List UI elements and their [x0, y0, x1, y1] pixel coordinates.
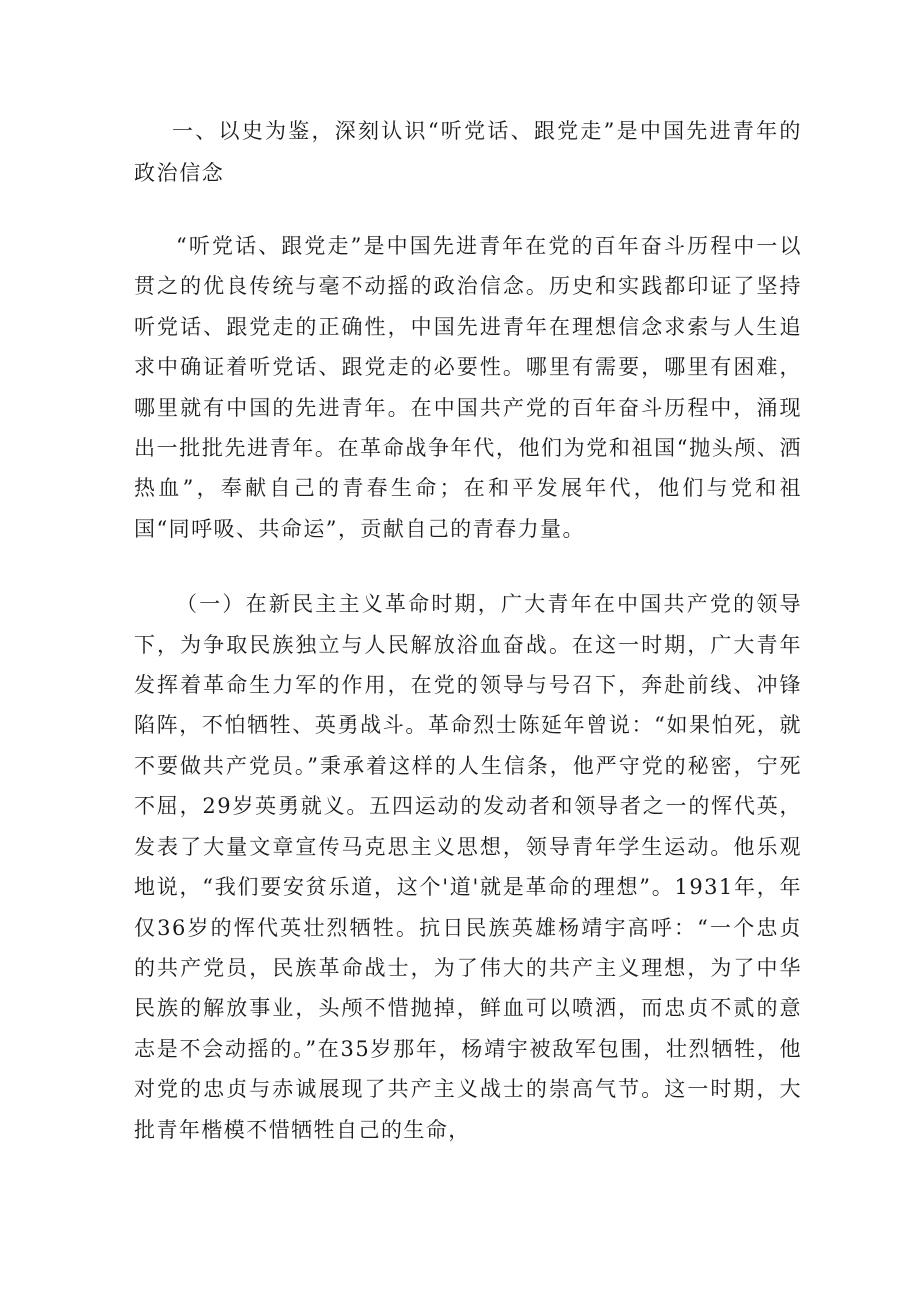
section-heading: 一、以史为鉴，深刻认识“听党话、跟党走”是中国先进青年的政治信念 — [134, 119, 802, 185]
paragraph-new-democratic-revolution: （一）在新民主主义革命时期，广大青年在中国共产党的领导下，为争取民族独立与人民解放浴血奋战。在这一时期，广大青年发挥着革命生力军的作用，在党的领导与号召下，奔赴前线、冲锋陷阵，不怕牺牲、英勇战斗。革命烈士陈延年曾说：“如果怕死，就不要做共产党员。”秉承着这样的人生信条，他严守党的秘密，宁死不屈，29岁英勇就义。五四运动的发动者和领导者之一的恽代英，发表了大量文章宣传马克思主义思想，领导青年学生运动。他乐观地说，“我们要安贫乐道，这个'道'就是革命的理想”。1931年，年仅36岁的恽代英壮烈牺牲。抗日民族英雄杨靖宇高呼：“一个忠贞的共产党员，民族革命战士，为了伟大的共产主义理想，为了中华民族的解放事业，头颅不惜抛掉，鲜血可以喷洒，而忠贞不贰的意志是不会动摇的。”在35岁那年，杨靖宇被敌军包围，壮烈牺牲，他对党的忠贞与赤诚展现了共产主义战士的崇高气节。这一时期，大批青年楷模不惜牺牲自己的生命， — [134, 592, 802, 1142]
paragraph-intro: “听党话、跟党走”是中国先进青年在党的百年奋斗历程中一以贯之的优良传统与毫不动摇的政治信念。历史和实践都印证了坚持听党话、跟党走的正确性，中国先进青年在理想信念求索与人生追求中确证着听党话、跟党走的必要性。哪里有需要，哪里有困难，哪里就有中国的先进青年。在中国共产党的百年奋斗历程中，涌现出一批批先进青年。在革命战争年代，他们为党和祖国“抛头颅、洒热血”，奉献自己的青春生命；在和平发展年代，他们与党和祖国“同呼吸、共命运”，贡献自己的青春力量。 — [134, 234, 802, 541]
